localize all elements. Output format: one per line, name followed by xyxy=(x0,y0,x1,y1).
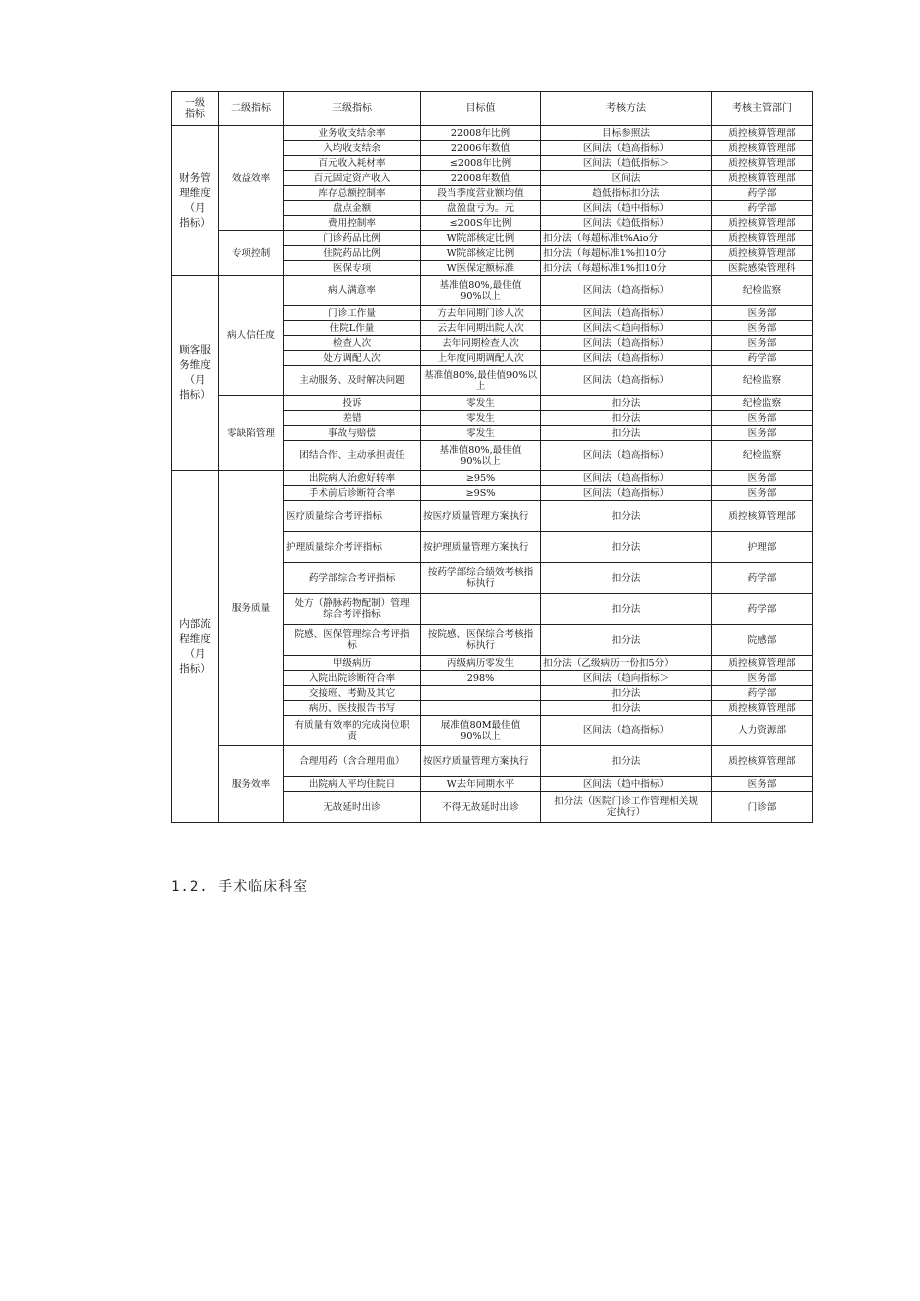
responsible-department: 药学部 xyxy=(712,201,813,216)
level3-indicator: 处方调配人次 xyxy=(284,351,421,366)
target-value: 零发生 xyxy=(421,411,541,426)
level3-indicator: 甲级病历 xyxy=(284,656,421,671)
target-value: 22006年数值 xyxy=(421,141,541,156)
assessment-method: 区间法（趋高指标） xyxy=(541,716,712,746)
assessment-method: 区间法（趋高指标） xyxy=(541,336,712,351)
level3-indicator: 手术前后诊断符合率 xyxy=(284,486,421,501)
assessment-method: 区间法（趋高指标） xyxy=(541,351,712,366)
assessment-method: 区间法（趋高指标） xyxy=(541,471,712,486)
target-value: W院部核定比例 xyxy=(421,246,541,261)
level3-indicator: 百元收入耗材率 xyxy=(284,156,421,171)
level3-indicator: 住院药品比例 xyxy=(284,246,421,261)
level3-indicator: 门诊工作量 xyxy=(284,306,421,321)
assessment-method: 区间法（趋高指标） xyxy=(541,306,712,321)
level2-indicator: 病人信任度 xyxy=(219,276,284,396)
level1-indicator: 内部流 程维度 （月 指标） xyxy=(172,471,219,823)
target-value: 方去年同期门诊人次 xyxy=(421,306,541,321)
responsible-department: 质控核算管理部 xyxy=(712,141,813,156)
level1-indicator: 顾客服 务维度 （月 指标） xyxy=(172,276,219,471)
level3-indicator: 差错 xyxy=(284,411,421,426)
responsible-department: 质控核算管理部 xyxy=(712,156,813,171)
assessment-method: 区间法（趋高指标） xyxy=(541,441,712,471)
column-header-2: 三级指标 xyxy=(284,92,421,126)
assessment-method: 扣分法 xyxy=(541,411,712,426)
target-value: W医保定额标准 xyxy=(421,261,541,276)
level3-indicator: 库存总额控制率 xyxy=(284,186,421,201)
target-value: 去年同期检查人次 xyxy=(421,336,541,351)
level3-indicator: 合理用药（含合理用血） xyxy=(284,746,421,777)
level3-indicator: 住院L作量 xyxy=(284,321,421,336)
level3-indicator: 药学部综合考评指标 xyxy=(284,563,421,594)
column-header-1: 二级指标 xyxy=(219,92,284,126)
responsible-department: 质控核算管理部 xyxy=(712,231,813,246)
target-value: 298% xyxy=(421,671,541,686)
assessment-method: 区间法（趋低指标＞ xyxy=(541,156,712,171)
assessment-method: 区间法（趋高指标） xyxy=(541,276,712,306)
target-value: 按护理质量管理方案执行 xyxy=(421,532,541,563)
target-value: 零发生 xyxy=(421,396,541,411)
responsible-department: 质控核算管理部 xyxy=(712,746,813,777)
responsible-department: 医务部 xyxy=(712,306,813,321)
level3-indicator: 医保专项 xyxy=(284,261,421,276)
table-row xyxy=(172,746,813,777)
level2-indicator: 零缺陷管理 xyxy=(219,396,284,471)
responsible-department: 药学部 xyxy=(712,686,813,701)
responsible-department: 药学部 xyxy=(712,351,813,366)
assessment-method: 扣分法 xyxy=(541,701,712,716)
level2-indicator: 服务效率 xyxy=(219,746,284,823)
responsible-department: 质控核算管理部 xyxy=(712,126,813,141)
responsible-department: 质控核算管理部 xyxy=(712,656,813,671)
responsible-department: 质控核算管理部 xyxy=(712,216,813,231)
responsible-department: 质控核算管理部 xyxy=(712,246,813,261)
responsible-department: 医务部 xyxy=(712,411,813,426)
responsible-department: 纪检监察 xyxy=(712,441,813,471)
responsible-department: 药学部 xyxy=(712,186,813,201)
level2-indicator: 专项控制 xyxy=(219,231,284,276)
assessment-method: 扣分法 xyxy=(541,396,712,411)
responsible-department: 纪检监察 xyxy=(712,366,813,396)
target-value: 22008年数值 xyxy=(421,171,541,186)
target-value: 按医疗质量管理方案执行 xyxy=(421,746,541,777)
assessment-method: 扣分法（每超标准t%Aio分 xyxy=(541,231,712,246)
level3-indicator: 院感、医保管理综合考评指 标 xyxy=(284,625,421,656)
responsible-department: 医务部 xyxy=(712,426,813,441)
column-header-4: 考核方法 xyxy=(541,92,712,126)
target-value: ≥9S% xyxy=(421,486,541,501)
assessment-method: 趋低指标扣分法 xyxy=(541,186,712,201)
target-value: ≥95% xyxy=(421,471,541,486)
target-value: 盘盈盘亏为。元 xyxy=(421,201,541,216)
assessment-method: 扣分法 xyxy=(541,532,712,563)
table-row xyxy=(172,471,813,486)
assessment-method: 扣分法（乙级病历一份扣5分） xyxy=(541,656,712,671)
assessment-method: 目标参照法 xyxy=(541,126,712,141)
table-row xyxy=(172,126,813,141)
assessment-method: 扣分法 xyxy=(541,686,712,701)
target-value: 上年度同期调配人次 xyxy=(421,351,541,366)
column-header-3: 目标值 xyxy=(421,92,541,126)
responsible-department: 护理部 xyxy=(712,532,813,563)
assessment-method: 扣分法 xyxy=(541,563,712,594)
target-value: ≤200S年比例 xyxy=(421,216,541,231)
responsible-department: 医务部 xyxy=(712,321,813,336)
assessment-method: 扣分法（每超标准1%扣10分 xyxy=(541,246,712,261)
responsible-department: 门诊部 xyxy=(712,792,813,823)
responsible-department: 质控核算管理部 xyxy=(712,171,813,186)
column-header-5: 考核主管部门 xyxy=(712,92,813,126)
target-value: 按医疗质量管理方案执行 xyxy=(421,501,541,532)
level3-indicator: 主动服务、及时解决问题 xyxy=(284,366,421,396)
target-value xyxy=(421,594,541,625)
assessment-method: 区间法（趋中指标） xyxy=(541,201,712,216)
responsible-department: 药学部 xyxy=(712,563,813,594)
level3-indicator: 病人满意率 xyxy=(284,276,421,306)
level3-indicator: 检查人次 xyxy=(284,336,421,351)
responsible-department: 医务部 xyxy=(712,671,813,686)
assessment-method: 扣分法（医院门诊工作管理相关规 定执行） xyxy=(541,792,712,823)
table-row xyxy=(172,231,813,246)
responsible-department: 医务部 xyxy=(712,486,813,501)
level3-indicator: 无故延时出诊 xyxy=(284,792,421,823)
assessment-method: 区间法（趋中指标） xyxy=(541,777,712,792)
level3-indicator: 护理质量综介考评指标 xyxy=(284,532,421,563)
target-value: 段当季度营业额均值 xyxy=(421,186,541,201)
target-value xyxy=(421,701,541,716)
target-value: 云去年同期出院人次 xyxy=(421,321,541,336)
level3-indicator: 医疗质量综合考评指标 xyxy=(284,501,421,532)
level3-indicator: 处方（静脉药物配制）管理 综合考评指标 xyxy=(284,594,421,625)
level3-indicator: 门诊药品比例 xyxy=(284,231,421,246)
level3-indicator: 病历、医技报告书写 xyxy=(284,701,421,716)
responsible-department: 医务部 xyxy=(712,471,813,486)
target-value: W院部核定比例 xyxy=(421,231,541,246)
target-value: 不得无故延时出诊 xyxy=(421,792,541,823)
assessment-method: 区间法（趋高指标） xyxy=(541,486,712,501)
assessment-method: 区间法《趋低指标） xyxy=(541,216,712,231)
level2-indicator: 效益效率 xyxy=(219,126,284,231)
level3-indicator: 入均收支结余 xyxy=(284,141,421,156)
level3-indicator: 有质量有效率的完成岗位职 责 xyxy=(284,716,421,746)
level3-indicator: 出院病人治愈好转率 xyxy=(284,471,421,486)
level3-indicator: 百元固定资产收入 xyxy=(284,171,421,186)
responsible-department: 医务部 xyxy=(712,336,813,351)
header-row xyxy=(172,92,813,126)
level2-indicator: 服务质量 xyxy=(219,471,284,746)
target-value xyxy=(421,686,541,701)
target-value: ≤2008年比例 xyxy=(421,156,541,171)
responsible-department: 医务部 xyxy=(712,777,813,792)
target-value: 零发生 xyxy=(421,426,541,441)
level1-indicator: 财务管 理维度 （月 指标） xyxy=(172,126,219,276)
responsible-department: 纪检监察 xyxy=(712,396,813,411)
level3-indicator: 盘点金额 xyxy=(284,201,421,216)
level3-indicator: 业务收支结余率 xyxy=(284,126,421,141)
target-value: 基准值80%,最佳值 90%以上 xyxy=(421,441,541,471)
target-value: W去年同期水平 xyxy=(421,777,541,792)
responsible-department: 人力资源部 xyxy=(712,716,813,746)
assessment-method: 扣分法 xyxy=(541,426,712,441)
responsible-department: 院感部 xyxy=(712,625,813,656)
assessment-method: 区间法＜趋向指标） xyxy=(541,321,712,336)
target-value: 22008年比例 xyxy=(421,126,541,141)
assessment-method: 扣分法 xyxy=(541,625,712,656)
kpi-table xyxy=(171,91,813,823)
target-value: 丙级病历零发生 xyxy=(421,656,541,671)
assessment-method: 区间法（趋向指标＞ xyxy=(541,671,712,686)
column-header-0: 一级 指标 xyxy=(172,92,219,126)
assessment-method: 区间法（趋高指标） xyxy=(541,366,712,396)
level3-indicator: 交接班、考勤及其它 xyxy=(284,686,421,701)
assessment-method: 扣分法 xyxy=(541,746,712,777)
level3-indicator: 费用控制率 xyxy=(284,216,421,231)
assessment-method: 区间法（趋高指标） xyxy=(541,141,712,156)
target-value: 展准值80M最佳值 90%以上 xyxy=(421,716,541,746)
level3-indicator: 投诉 xyxy=(284,396,421,411)
section-heading: 1.2. 手术临床科室 xyxy=(171,879,309,895)
table-row xyxy=(172,396,813,411)
responsible-department: 质控核算管理部 xyxy=(712,501,813,532)
target-value: 基准值80%,最佳值90%以 上 xyxy=(421,366,541,396)
responsible-department: 纪检监察 xyxy=(712,276,813,306)
assessment-method: 扣分法 xyxy=(541,501,712,532)
assessment-method: 扣分法（每超标准1%扣10分 xyxy=(541,261,712,276)
table-row xyxy=(172,276,813,306)
level3-indicator: 出院病人平均住院日 xyxy=(284,777,421,792)
level3-indicator: 团结合作、主动承担责任 xyxy=(284,441,421,471)
assessment-method: 区间法 xyxy=(541,171,712,186)
target-value: 按院感、医保综合考核指 标执行 xyxy=(421,625,541,656)
target-value: 基准值80%,最佳值 90%以上 xyxy=(421,276,541,306)
responsible-department: 质控核算管理部 xyxy=(712,701,813,716)
assessment-method: 扣分法 xyxy=(541,594,712,625)
responsible-department: 药学部 xyxy=(712,594,813,625)
level3-indicator: 入院出院诊断符合率 xyxy=(284,671,421,686)
target-value: 按药学部综合绩效考核指 标执行 xyxy=(421,563,541,594)
responsible-department: 医院感染管理科 xyxy=(712,261,813,276)
level3-indicator: 事故与赔偿 xyxy=(284,426,421,441)
